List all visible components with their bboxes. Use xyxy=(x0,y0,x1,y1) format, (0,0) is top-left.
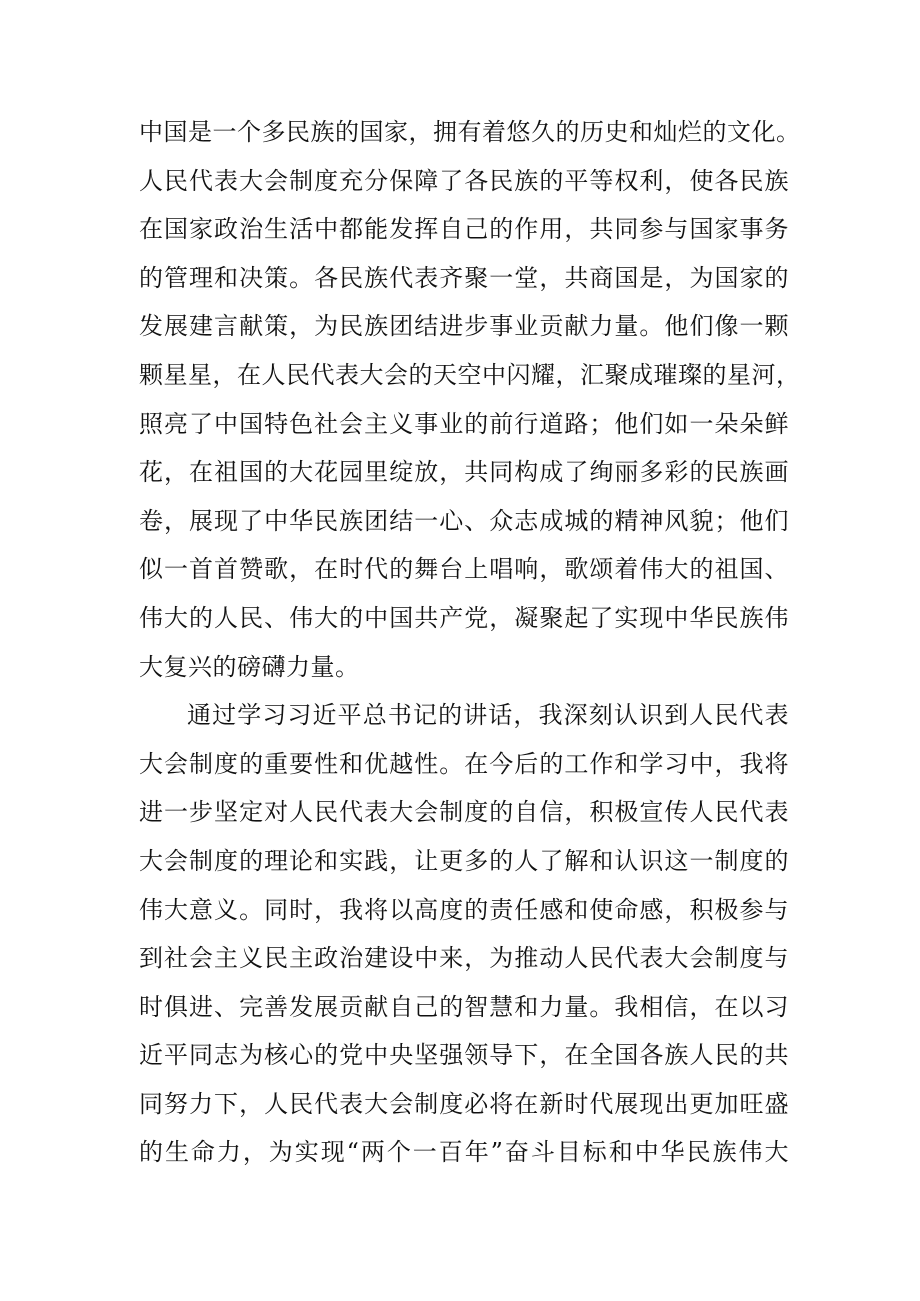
text-line: 的管理和决策。各民族代表齐聚一堂，共商国是，为国家的 xyxy=(139,263,789,292)
text-line: 大复兴的磅礴力量。 xyxy=(139,652,360,681)
text-line: 的生命力，为实现“两个一百年”奋斗目标和中华民族伟大 xyxy=(139,1138,789,1167)
text-line: 发展建言献策，为民族团结进步事业贡献力量。他们像一颗 xyxy=(139,312,789,341)
text-line: 中国是一个多民族的国家，拥有着悠久的历史和灿烂的文化。 xyxy=(139,118,801,146)
text-line: 人民代表大会制度充分保障了各民族的平等权利，使各民族 xyxy=(139,166,789,195)
text-line: 颗星星，在人民代表大会的天空中闪耀，汇聚成璀璨的星河， xyxy=(139,360,801,389)
text-line: 卷，展现了中华民族团结一心、众志成城的精神风貌；他们 xyxy=(139,506,789,535)
text-line: 在国家政治生活中都能发挥自己的作用，共同参与国家事务 xyxy=(139,215,789,244)
text-line: 照亮了中国特色社会主义事业的前行道路；他们如一朵朵鲜 xyxy=(139,409,789,438)
text-line: 近平同志为核心的党中央坚强领导下，在全国各族人民的共 xyxy=(139,1041,789,1070)
paragraph-start-line: 通过学习习近平总书记的讲话，我深刻认识到人民代表 xyxy=(187,701,789,730)
text-line: 同努力下，人民代表大会制度必将在新时代展现出更加旺盛 xyxy=(139,1089,789,1118)
text-line: 时俱进、完善发展贡献自己的智慧和力量。我相信，在以习 xyxy=(139,992,789,1021)
text-line: 似一首首赞歌，在时代的舞台上唱响，歌颂着伟大的祖国、 xyxy=(139,555,789,584)
text-line: 进一步坚定对人民代表大会制度的自信，积极宣传人民代表 xyxy=(139,798,789,827)
text-line: 花，在祖国的大花园里绽放，共同构成了绚丽多彩的民族画 xyxy=(139,458,789,487)
text-line: 伟大的人民、伟大的中国共产党，凝聚起了实现中华民族伟 xyxy=(139,603,789,632)
text-line: 伟大意义。同时，我将以高度的责任感和使命感，积极参与 xyxy=(139,895,789,924)
text-line: 大会制度的理论和实践，让更多的人了解和认识这一制度的 xyxy=(139,846,789,875)
text-line: 大会制度的重要性和优越性。在今后的工作和学习中，我将 xyxy=(139,749,789,778)
body-text xyxy=(139,108,801,1177)
text-line: 到社会主义民主政治建设中来，为推动人民代表大会制度与 xyxy=(139,944,789,973)
